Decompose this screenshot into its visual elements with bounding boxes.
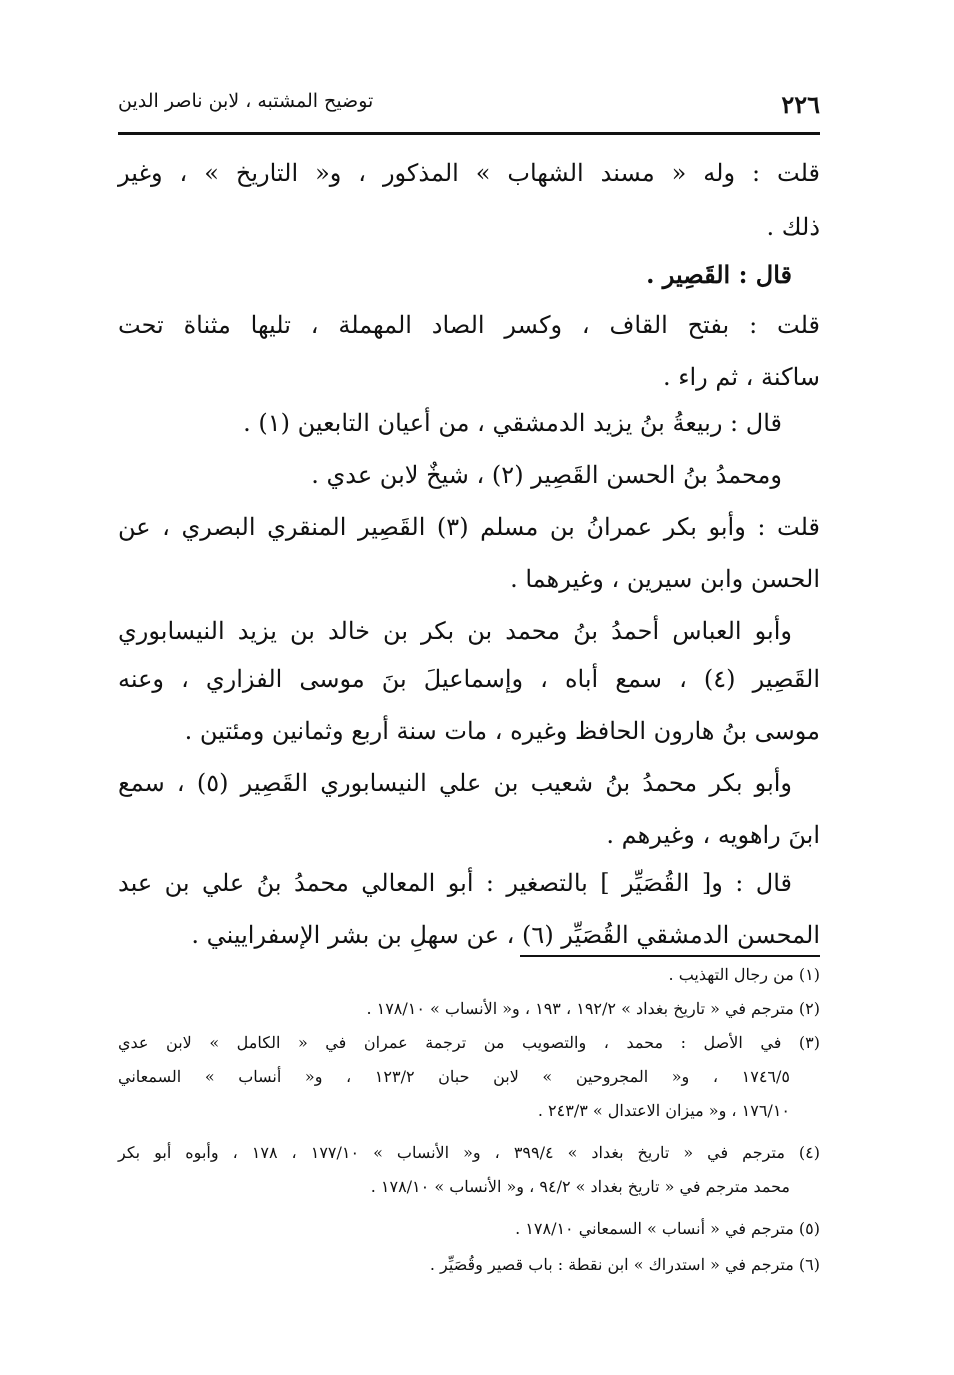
footnote-separator [520, 955, 820, 957]
text-line: ومحمدُ بنُ الحسن القَصِير (٢) ، شيخٌ لابن عدي . [311, 461, 782, 489]
text-line: المحسن الدمشقي القُصَيِّر (٦) ، عن سهلِ بن بشر الإسفراييني . [191, 921, 820, 949]
text-line: قال : و[ القُصَيِّر ] بالتصغير : أبو المعالي محمدُ بنُ علي بن عبد [118, 869, 792, 897]
running-title: توضيح المشتبه ، لابن ناصر الدين [118, 90, 374, 112]
footnote-line: ١٧٦/١٠ ، و« ميزان الاعتدال » ٢٤٣/٣ . [537, 1101, 790, 1120]
text-line: القَصِير (٤) ، سمع أباه ، وإسماعيلَ بنَ موسى الفزاري ، وعنه [118, 665, 820, 693]
footnote-line: ١٧٤٦/٥ ، و« المجروحين » لابن حبان ١٢٣/٢ ، و« أنساب » السمعاني [118, 1067, 790, 1086]
text-line: ساكنة ، ثم راء . [662, 363, 820, 391]
text-line: قلت : بفتح القاف ، وكسر الصاد المهملة ، تليها مثناة تحت [118, 311, 820, 339]
text-line: ابنَ راهويه ، وغيرهم . [606, 821, 820, 849]
footnote-line: محمد مترجم في « تاريخ بغداد » ٩٤/٢ ، و« الأنساب » ١٧٨/١٠ . [370, 1177, 790, 1196]
header-rule [118, 132, 820, 135]
footnote-line: (١) من رجال التهذيب . [668, 965, 820, 984]
text-line: قلت : وأبو بكر عمرانُ بن مسلم (٣) القَصِير المنقري البصري ، عن [118, 513, 820, 541]
entry-heading: قال : القَصِير . [646, 260, 792, 289]
footnote-line: (٦) مترجم في « استدراك » ابن نقطة : باب قصير وقُصَيِّر . [429, 1255, 820, 1274]
text-line: ذلك . [766, 213, 820, 241]
footnote-line: (٢) مترجم في « تاريخ بغداد » ١٩٢/٢ ، ١٩٣ ، و« الأنساب » ١٧٨/١٠ . [366, 999, 820, 1018]
text-line: الحسن وابن سيرين ، وغيرهما . [510, 565, 820, 593]
text-line: قال : ربيعةُ بنُ يزيد الدمشقي ، من أعيان التابعين (١) . [243, 409, 782, 437]
page-header [118, 88, 820, 128]
text-line: وأبو العباس أحمدُ بنُ محمد بن بكر بن خالد بن يزيد النيسابوري [118, 617, 792, 645]
footnote-line: (٣) في الأصل : محمد ، والتصويب من ترجمة عمران في « الكامل » لابن عدي [118, 1033, 820, 1052]
text-line: موسى بنُ هارون الحافظ وغيره ، مات سنة أربع وثمانين ومئتين . [184, 717, 820, 745]
page-number: ٢٢٦ [781, 90, 820, 119]
text-line: قلت : وله « مسند الشهاب » المذكور ، و« التاريخ » ، وغير [118, 159, 820, 187]
footnote-line: (٥) مترجم في « أنساب » السمعاني ١٧٨/١٠ . [515, 1219, 820, 1238]
text-line: وأبو بكر محمدُ بنُ شعيب بن علي النيسابوري القَصِير (٥) ، سمع [118, 769, 793, 797]
footnote-line: (٤) مترجم في « تاريخ بغداد » ٣٩٩/٤ ، و« الأنساب » ١٧٧/١٠ ، ١٧٨ ، وأبوه أبو بكر [118, 1143, 821, 1162]
